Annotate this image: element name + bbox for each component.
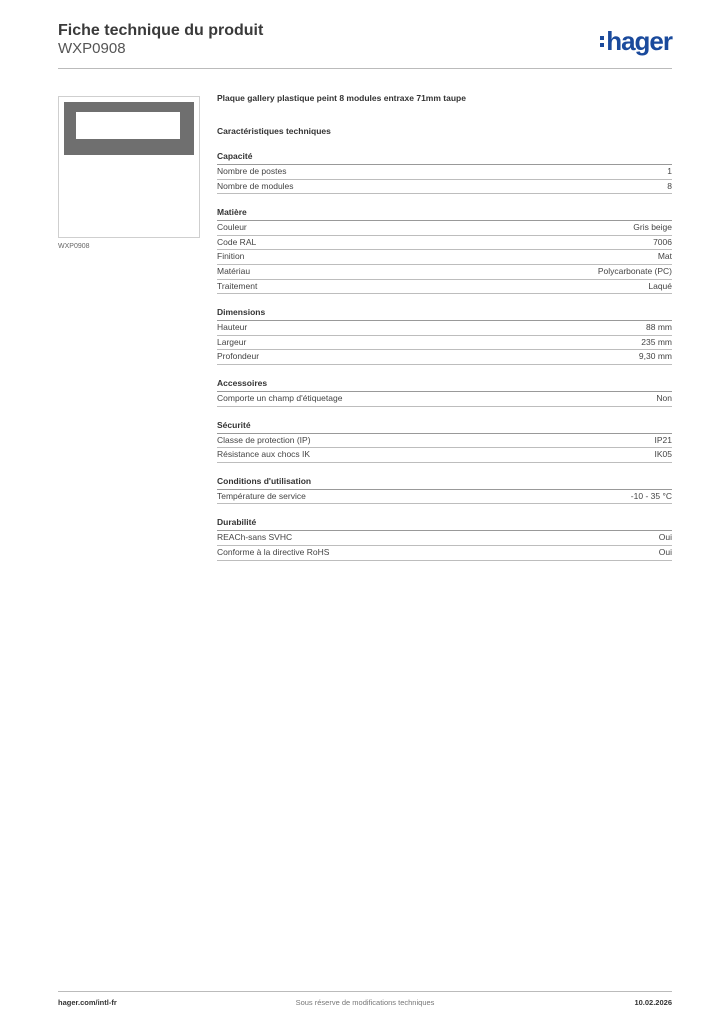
spec-label: Classe de protection (IP) xyxy=(217,434,311,445)
spec-row xyxy=(217,250,672,265)
footer-date: 10.02.2026 xyxy=(634,998,672,1007)
spec-group-title: Accessoires xyxy=(217,378,672,392)
spec-group-title: Dimensions xyxy=(217,307,672,321)
spec-label: REACh-sans SVHC xyxy=(217,532,293,543)
spec-value: IK05 xyxy=(654,449,672,460)
spec-group xyxy=(217,207,672,294)
spec-value: Laqué xyxy=(648,280,672,291)
spec-label: Nombre de postes xyxy=(217,166,287,176)
footer-disclaimer: Sous réserve de modifications techniques xyxy=(295,998,435,1007)
spec-label: Hauteur xyxy=(217,322,248,333)
spec-value: Polycarbonate (PC) xyxy=(597,265,672,276)
spec-value: 9,30 mm xyxy=(638,351,672,362)
spec-group xyxy=(217,476,672,505)
spec-label: Couleur xyxy=(217,222,247,233)
spec-row xyxy=(217,546,672,561)
spec-label: Traitement xyxy=(217,280,258,291)
spec-value: Oui xyxy=(658,532,672,543)
spec-content xyxy=(217,93,672,561)
spec-row xyxy=(217,490,672,505)
spec-groups xyxy=(217,151,672,561)
spec-value: 1 xyxy=(667,166,672,176)
spec-label: Finition xyxy=(217,251,245,262)
spec-value: Oui xyxy=(658,546,672,557)
spec-label: Largeur xyxy=(217,336,247,347)
footer-divider xyxy=(58,991,672,992)
spec-label: Profondeur xyxy=(217,351,260,362)
spec-group-title: Durabilité xyxy=(217,517,672,531)
spec-value: Non xyxy=(656,392,672,403)
spec-row xyxy=(217,236,672,251)
spec-value: IP21 xyxy=(654,434,672,445)
header-divider xyxy=(58,68,672,69)
product-image xyxy=(58,96,200,238)
logo-dots-icon xyxy=(600,36,604,47)
spec-row xyxy=(217,165,672,180)
hager-logo xyxy=(600,26,672,56)
spec-label: Matériau xyxy=(217,265,251,276)
spec-group xyxy=(217,378,672,407)
product-description: Plaque gallery plastique peint 8 modules entraxe 71mm taupe xyxy=(217,93,466,103)
footer-website: hager.com/intl-fr xyxy=(58,998,117,1007)
spec-group-title: Capacité xyxy=(217,151,672,165)
spec-row xyxy=(217,392,672,407)
spec-row xyxy=(217,221,672,236)
spec-group xyxy=(217,420,672,463)
spec-value: 7006 xyxy=(653,236,672,247)
logo-text: hager xyxy=(606,26,672,56)
page-title: Fiche technique du produit xyxy=(58,22,264,39)
spec-group xyxy=(217,151,672,194)
page-footer xyxy=(58,998,672,1010)
product-reference: WXP0908 xyxy=(58,40,126,57)
spec-group-title: Sécurité xyxy=(217,420,672,434)
spec-group-title: Matière xyxy=(217,207,672,221)
spec-row xyxy=(217,434,672,449)
spec-value: 235 mm xyxy=(641,336,672,347)
spec-section-title: Caractéristiques techniques xyxy=(217,126,331,136)
spec-value: 88 mm xyxy=(646,322,672,333)
product-image-caption: WXP0908 xyxy=(58,243,90,250)
spec-row xyxy=(217,350,672,365)
spec-row xyxy=(217,448,672,463)
spec-group xyxy=(217,517,672,560)
spec-value: 8 xyxy=(667,180,672,191)
page-header xyxy=(58,22,672,68)
spec-group-title: Conditions d'utilisation xyxy=(217,476,672,490)
spec-label: Température de service xyxy=(217,490,306,501)
spec-group xyxy=(217,307,672,365)
spec-row xyxy=(217,265,672,280)
spec-label: Comporte un champ d'étiquetage xyxy=(217,392,343,403)
plate-window xyxy=(76,112,180,139)
spec-label: Conforme à la directive RoHS xyxy=(217,546,330,557)
spec-row xyxy=(217,336,672,351)
spec-value: Mat xyxy=(657,251,672,262)
spec-label: Nombre de modules xyxy=(217,180,294,191)
plate-illustration xyxy=(64,102,194,155)
spec-label: Résistance aux chocs IK xyxy=(217,449,311,460)
spec-label: Code RAL xyxy=(217,236,257,247)
spec-row xyxy=(217,280,672,295)
spec-row xyxy=(217,180,672,195)
spec-value: -10 - 35 °C xyxy=(630,490,672,501)
spec-row xyxy=(217,321,672,336)
spec-value: Gris beige xyxy=(633,222,672,233)
spec-row xyxy=(217,531,672,546)
